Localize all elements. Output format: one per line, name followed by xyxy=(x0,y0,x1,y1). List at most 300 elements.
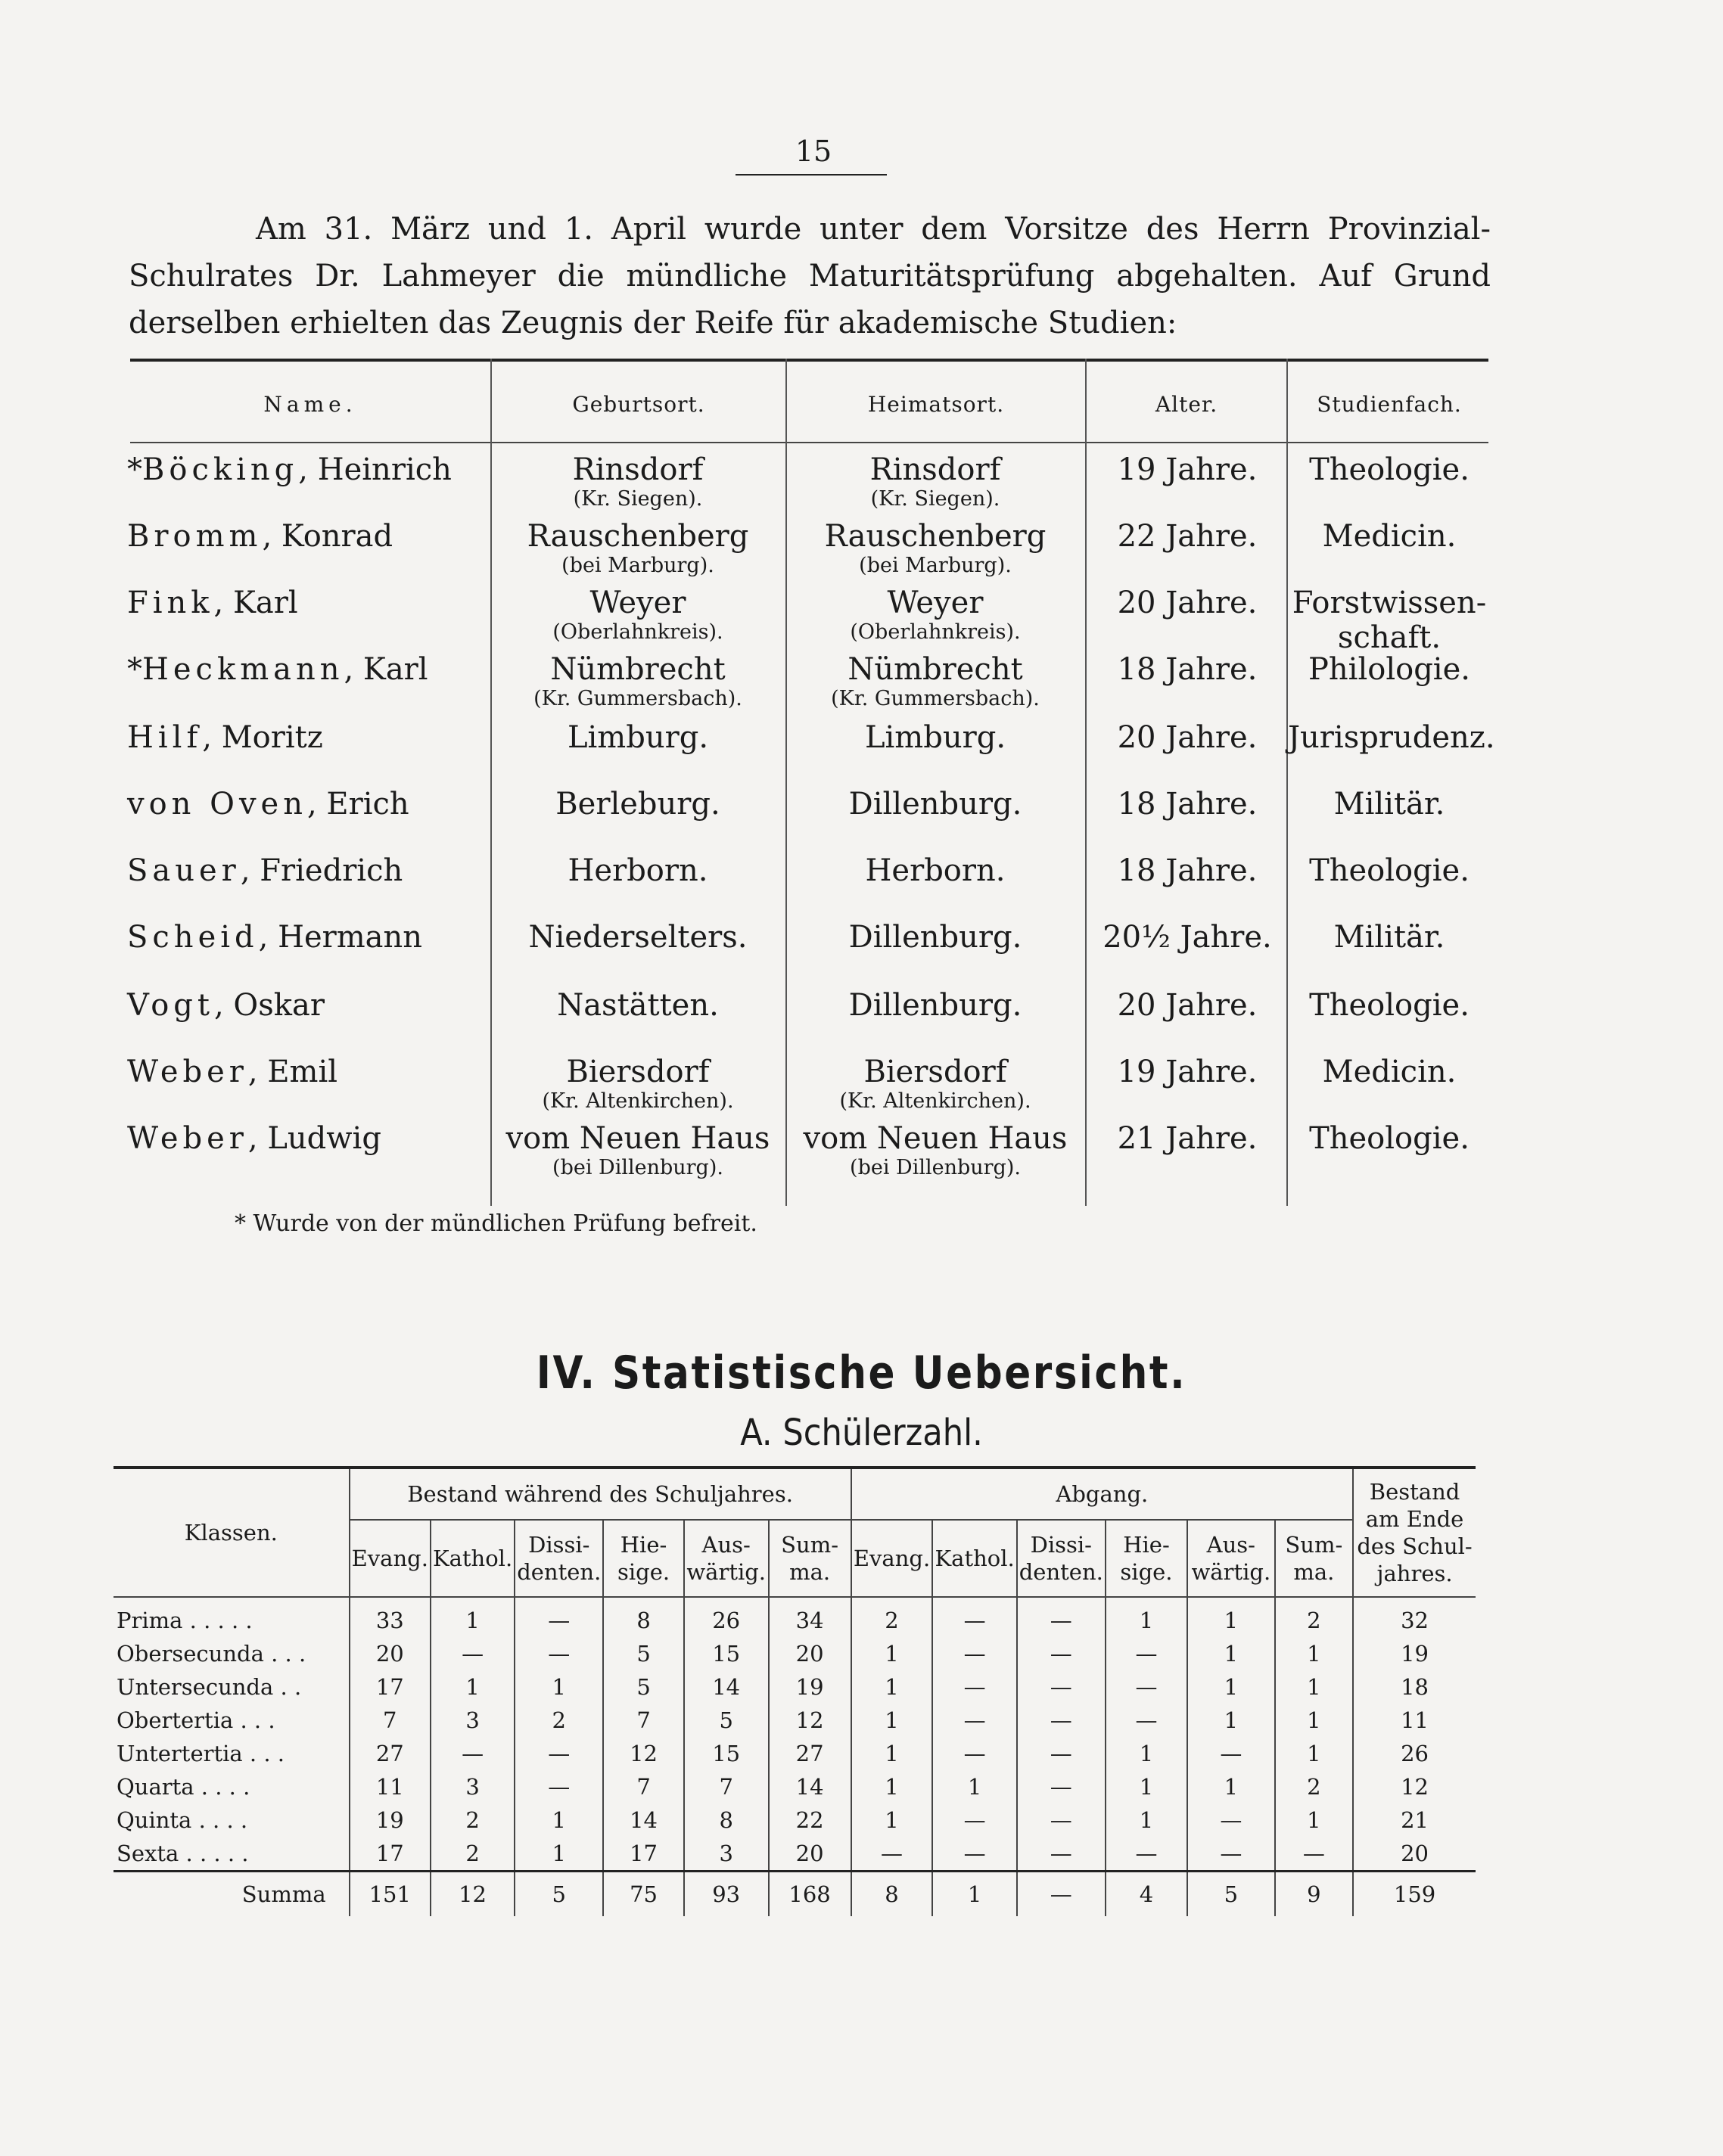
abgang-value: — xyxy=(1017,1670,1106,1704)
section-title: IV. Statistische Uebersicht. xyxy=(536,1347,1187,1400)
heimatsort-detail: (bei Marburg). xyxy=(859,554,1012,577)
abgang-value: 1 xyxy=(932,1770,1016,1803)
bestand-value: — xyxy=(515,1637,603,1670)
abgang-value: — xyxy=(1106,1704,1187,1737)
abgang-value: — xyxy=(932,1803,1016,1837)
abgang-value: — xyxy=(932,1737,1016,1770)
graduate-row xyxy=(0,988,1723,1055)
geburtsort-cell xyxy=(493,452,782,511)
graduate-row xyxy=(0,1055,1723,1121)
graduate-row xyxy=(0,920,1723,986)
bestand-value: 1 xyxy=(515,1803,603,1837)
heimatsort-cell xyxy=(787,720,1084,755)
bestand-subheader: Dissi- denten. xyxy=(515,1520,603,1597)
heimatsort-cell xyxy=(787,787,1084,822)
header-alter: Alter. xyxy=(1155,392,1218,417)
studienfach-cell xyxy=(1288,1055,1491,1089)
header-studienfach: Studienfach. xyxy=(1317,392,1462,417)
surname: Scheid xyxy=(127,920,259,955)
bestand-value: 5 xyxy=(684,1704,769,1737)
abgang-value: — xyxy=(1187,1737,1274,1770)
graduate-name xyxy=(127,519,393,554)
geburtsort: vom Neuen Haus xyxy=(505,1121,770,1156)
table-row xyxy=(114,1597,1476,1637)
geburtsort: Biersdorf xyxy=(566,1055,710,1089)
table-row xyxy=(114,1770,1476,1803)
geburtsort-detail: (Kr. Gummersbach). xyxy=(533,687,742,710)
heimatsort-detail: (bei Dillenburg). xyxy=(850,1156,1021,1179)
graduate-name xyxy=(127,988,325,1023)
ende-value: 12 xyxy=(1353,1770,1476,1803)
bestand-value: 20 xyxy=(769,1637,851,1670)
studienfach: Philologie. xyxy=(1308,652,1470,687)
header-name: Name. xyxy=(263,392,357,417)
abgang-value: — xyxy=(932,1637,1016,1670)
table-row xyxy=(114,1637,1476,1670)
intro-paragraph xyxy=(129,206,1491,346)
summa-abgang: 1 xyxy=(932,1872,1016,1917)
heimatsort-cell xyxy=(787,920,1084,955)
heimatsort-cell xyxy=(787,988,1084,1023)
studienfach: Jurisprudenz. xyxy=(1288,720,1495,755)
summa-bestand: 5 xyxy=(515,1872,603,1917)
table-row xyxy=(114,1837,1476,1872)
surname: Vogt xyxy=(127,988,214,1023)
heimatsort-cell xyxy=(787,519,1084,578)
studienfach: Militär. xyxy=(1333,787,1445,822)
abgang-subheader: Aus- wärtig. xyxy=(1187,1520,1274,1597)
class-name: Obersecunda . . . xyxy=(117,1641,306,1667)
heimatsort: Weyer xyxy=(887,586,984,620)
summa-bestand: 12 xyxy=(431,1872,515,1917)
given-name: , Oskar xyxy=(213,988,325,1023)
studienfach-cell xyxy=(1288,988,1491,1023)
geburtsort-cell xyxy=(493,1121,782,1180)
bestand-value: 5 xyxy=(603,1670,683,1704)
summa-bestand: 151 xyxy=(350,1872,431,1917)
summa-abgang: 9 xyxy=(1275,1872,1354,1917)
abgang-value: — xyxy=(1275,1837,1354,1872)
geburtsort: Weyer xyxy=(589,586,686,620)
abgang-value: 1 xyxy=(1187,1637,1274,1670)
abgang-value: — xyxy=(1106,1637,1187,1670)
graduate-row xyxy=(0,519,1723,586)
studienfach-cell xyxy=(1288,1121,1491,1156)
abgang-value: 2 xyxy=(1275,1597,1354,1637)
bestand-subheader: Kathol. xyxy=(431,1520,515,1597)
graduate-row xyxy=(0,586,1723,655)
given-name: , Heinrich xyxy=(298,452,452,487)
alter: 18 Jahre. xyxy=(1117,787,1258,822)
geburtsort-cell xyxy=(493,720,782,755)
geburtsort-cell xyxy=(493,787,782,822)
alter: 22 Jahre. xyxy=(1117,519,1258,554)
abgang-value: — xyxy=(932,1837,1016,1872)
bestand-value: 17 xyxy=(350,1670,431,1704)
heimatsort: Biersdorf xyxy=(863,1055,1007,1089)
summa-abgang: — xyxy=(1017,1872,1106,1917)
abgang-value: 1 xyxy=(1106,1803,1187,1837)
studienfach: Theologie. xyxy=(1309,452,1470,487)
geburtsort-cell xyxy=(493,519,782,578)
alter: 18 Jahre. xyxy=(1117,853,1258,888)
asterisk-mark: * xyxy=(127,652,142,687)
bestand-value: 1 xyxy=(515,1837,603,1872)
bestand-value: 11 xyxy=(350,1770,431,1803)
bestand-value: 12 xyxy=(769,1704,851,1737)
bestand-value: — xyxy=(515,1597,603,1637)
bestand-subheader: Evang. xyxy=(350,1520,431,1597)
abgang-value: — xyxy=(1017,1803,1106,1837)
bestand-value: 2 xyxy=(515,1704,603,1737)
heimatsort: Rinsdorf xyxy=(869,452,1001,487)
bestand-value: 2 xyxy=(431,1803,515,1837)
abgang-value: — xyxy=(932,1704,1016,1737)
given-name: , Konrad xyxy=(262,519,393,554)
heimatsort-cell xyxy=(787,652,1084,711)
heimatsort-cell xyxy=(787,452,1084,511)
bestand-value: 1 xyxy=(515,1670,603,1704)
heimatsort: Rauschenberg xyxy=(824,519,1047,554)
summa-abgang: 5 xyxy=(1187,1872,1274,1917)
graduate-name xyxy=(127,720,323,755)
heimatsort-detail: (Kr. Siegen). xyxy=(870,487,1000,511)
abgang-value: — xyxy=(932,1597,1016,1637)
geburtsort-detail: (bei Dillenburg). xyxy=(552,1156,723,1179)
ende-value: 32 xyxy=(1353,1597,1476,1637)
geburtsort-cell xyxy=(493,853,782,888)
bestand-subheader: Aus- wärtig. xyxy=(684,1520,769,1597)
alter: 18 Jahre. xyxy=(1117,652,1258,687)
intro-text: Am 31. März und 1. April wurde unter dem Vorsitze des Herrn Provinzial-Schulrates Dr. Lahmeyer die mündliche Maturitätsprüfung abgehalten. Auf Grund derselben erhielten das Zeugnis der Reife für akademische Studien: xyxy=(129,212,1491,340)
surname: Fink xyxy=(127,586,214,620)
header-klassen: Klassen. xyxy=(184,1520,278,1546)
surname: Hilf xyxy=(127,720,203,755)
ende-value: 11 xyxy=(1353,1704,1476,1737)
maturity-table-header-rule xyxy=(130,442,1488,443)
surname: Sauer xyxy=(127,853,241,888)
bestand-value: 17 xyxy=(350,1837,431,1872)
studienfach: Militär. xyxy=(1333,920,1445,955)
graduate-name xyxy=(127,787,409,822)
abgang-value: — xyxy=(1017,1837,1106,1872)
geburtsort-detail: (Oberlahnkreis). xyxy=(552,620,723,644)
stat-table xyxy=(114,1466,1476,1916)
heimatsort: Dillenburg. xyxy=(848,920,1022,955)
graduate-row xyxy=(0,452,1723,519)
geburtsort: Rinsdorf xyxy=(572,452,704,487)
studienfach-cell xyxy=(1288,787,1491,822)
page-number: 15 xyxy=(795,135,832,168)
studienfach: Theologie. xyxy=(1309,853,1470,888)
graduate-name xyxy=(127,853,403,888)
abgang-value: 1 xyxy=(851,1770,933,1803)
alter: 19 Jahre. xyxy=(1117,452,1258,487)
surname: von Oven xyxy=(127,787,307,822)
bestand-value: 1 xyxy=(431,1597,515,1637)
geburtsort: Berleburg. xyxy=(555,787,720,822)
graduate-name xyxy=(127,1121,381,1156)
graduate-row xyxy=(0,652,1723,719)
abgang-value: 1 xyxy=(1275,1704,1354,1737)
summa-ende: 159 xyxy=(1353,1872,1476,1917)
class-name: Quarta . . . . xyxy=(117,1774,250,1800)
surname: Bromm xyxy=(127,519,263,554)
bestand-value: 3 xyxy=(431,1770,515,1803)
abgang-value: 1 xyxy=(1275,1670,1354,1704)
given-name: , Moritz xyxy=(202,720,323,755)
heimatsort: Nümbrecht xyxy=(848,652,1023,687)
abgang-value: — xyxy=(1187,1803,1274,1837)
geburtsort-cell xyxy=(493,652,782,711)
bestand-subheader: Hie- sige. xyxy=(603,1520,683,1597)
bestand-value: 1 xyxy=(431,1670,515,1704)
abgang-value: — xyxy=(1187,1837,1274,1872)
summa-bestand: 168 xyxy=(769,1872,851,1917)
abgang-value: 2 xyxy=(1275,1770,1354,1803)
class-name: Quinta . . . . xyxy=(117,1807,248,1833)
graduate-name xyxy=(127,1055,337,1089)
abgang-value: — xyxy=(1017,1597,1106,1637)
abgang-value: 1 xyxy=(851,1637,933,1670)
geburtsort: Nümbrecht xyxy=(550,652,726,687)
heimatsort-cell xyxy=(787,1121,1084,1180)
given-name: , Hermann xyxy=(258,920,423,955)
header-heimatsort: Heimatsort. xyxy=(867,392,1005,417)
footnote: * Wurde von der mündlichen Prüfung befreit. xyxy=(235,1210,757,1237)
heimatsort-detail: (Kr. Altenkirchen). xyxy=(839,1089,1031,1113)
abgang-value: 1 xyxy=(1106,1597,1187,1637)
geburtsort: Niederselters. xyxy=(528,920,748,955)
maturity-table-top-rule xyxy=(130,359,1488,362)
abgang-subheader: Evang. xyxy=(851,1520,933,1597)
abgang-value: — xyxy=(1017,1737,1106,1770)
heimatsort: Herborn. xyxy=(865,853,1006,888)
abgang-subheader: Hie- sige. xyxy=(1106,1520,1187,1597)
abgang-subheader: Dissi- denten. xyxy=(1017,1520,1106,1597)
graduate-name xyxy=(127,452,452,487)
heimatsort-cell xyxy=(787,1055,1084,1114)
table-row xyxy=(114,1704,1476,1737)
abgang-value: — xyxy=(851,1837,933,1872)
studienfach: Medicin. xyxy=(1322,1055,1457,1089)
summa-bestand: 75 xyxy=(603,1872,683,1917)
header-abgang: Abgang. xyxy=(851,1468,1354,1520)
asterisk-mark: * xyxy=(127,452,142,487)
bestand-value: — xyxy=(431,1737,515,1770)
graduate-name xyxy=(127,586,298,620)
studienfach-cell xyxy=(1288,853,1491,888)
abgang-value: 1 xyxy=(1187,1704,1274,1737)
abgang-subheader: Kathol. xyxy=(932,1520,1016,1597)
table-row xyxy=(114,1737,1476,1770)
geburtsort: Herborn. xyxy=(568,853,708,888)
class-name: Untertertia . . . xyxy=(117,1741,285,1766)
abgang-value: 1 xyxy=(1187,1597,1274,1637)
heimatsort: vom Neuen Haus xyxy=(803,1121,1068,1156)
geburtsort-detail: (bei Marburg). xyxy=(561,554,714,577)
header-bestand: Bestand während des Schuljahres. xyxy=(350,1468,851,1520)
studienfach-cell xyxy=(1288,586,1491,655)
abgang-value: — xyxy=(1017,1704,1106,1737)
bestand-value: 7 xyxy=(684,1770,769,1803)
geburtsort-cell xyxy=(493,586,782,645)
surname: Weber xyxy=(127,1055,248,1089)
graduate-row xyxy=(0,787,1723,853)
table-row xyxy=(114,1670,1476,1704)
studienfach-cell xyxy=(1288,720,1495,755)
bestand-value: 17 xyxy=(603,1837,683,1872)
abgang-value: — xyxy=(1017,1770,1106,1803)
given-name: , Friedrich xyxy=(240,853,403,888)
header-ende: Bestand am Ende des Schul- jahres. xyxy=(1353,1468,1476,1597)
class-name: Untersecunda . . xyxy=(117,1674,302,1700)
bestand-value: 8 xyxy=(603,1597,683,1637)
bestand-value: 7 xyxy=(603,1770,683,1803)
geburtsort-cell xyxy=(493,988,782,1023)
table-row xyxy=(114,1803,1476,1837)
abgang-value: 1 xyxy=(1275,1737,1354,1770)
heimatsort: Dillenburg. xyxy=(848,787,1022,822)
bestand-value: 3 xyxy=(684,1837,769,1872)
alter: 20 Jahre. xyxy=(1117,988,1258,1023)
bestand-value: 8 xyxy=(684,1803,769,1837)
abgang-value: 1 xyxy=(1275,1803,1354,1837)
studienfach-cell xyxy=(1288,519,1491,554)
heimatsort-detail: (Kr. Gummersbach). xyxy=(831,687,1040,710)
abgang-value: 1 xyxy=(1106,1770,1187,1803)
abgang-value: 1 xyxy=(851,1737,933,1770)
studienfach-cell xyxy=(1288,920,1491,955)
abgang-value: 1 xyxy=(1187,1670,1274,1704)
bestand-value: 20 xyxy=(769,1837,851,1872)
class-name: Prima . . . . . xyxy=(117,1608,253,1633)
bestand-value: 19 xyxy=(769,1670,851,1704)
heimatsort-cell xyxy=(787,586,1084,645)
bestand-value: 15 xyxy=(684,1637,769,1670)
geburtsort-detail: (Kr. Siegen). xyxy=(573,487,703,511)
ende-value: 19 xyxy=(1353,1637,1476,1670)
class-name: Sexta . . . . . xyxy=(117,1841,249,1866)
surname: Heckmann xyxy=(142,652,344,687)
alter: 20 Jahre. xyxy=(1117,586,1258,620)
bestand-value: 14 xyxy=(769,1770,851,1803)
abgang-value: — xyxy=(1017,1637,1106,1670)
bestand-value: — xyxy=(431,1637,515,1670)
bestand-value: 26 xyxy=(684,1597,769,1637)
abgang-value: 2 xyxy=(851,1597,933,1637)
bestand-subheader: Sum- ma. xyxy=(769,1520,851,1597)
given-name: , Karl xyxy=(213,586,298,620)
bestand-value: 2 xyxy=(431,1837,515,1872)
graduate-row xyxy=(0,720,1723,787)
heimatsort-cell xyxy=(787,853,1084,888)
studienfach: Medicin. xyxy=(1322,519,1457,554)
geburtsort: Limburg. xyxy=(567,720,709,755)
alter: 19 Jahre. xyxy=(1117,1055,1258,1089)
bestand-value: 7 xyxy=(350,1704,431,1737)
geburtsort-cell xyxy=(493,920,782,955)
graduate-name xyxy=(127,920,422,955)
studienfach: Theologie. xyxy=(1309,988,1470,1023)
given-name: , Erich xyxy=(306,787,409,822)
ende-value: 21 xyxy=(1353,1803,1476,1837)
bestand-value: 12 xyxy=(603,1737,683,1770)
bestand-value: 7 xyxy=(603,1704,683,1737)
given-name: , Ludwig xyxy=(247,1121,381,1156)
abgang-value: — xyxy=(1106,1837,1187,1872)
geburtsort: Nastätten. xyxy=(557,988,719,1023)
bestand-value: 20 xyxy=(350,1637,431,1670)
graduate-row xyxy=(0,1121,1723,1188)
alter: 20 Jahre. xyxy=(1117,720,1258,755)
abgang-value: — xyxy=(932,1670,1016,1704)
heimatsort: Dillenburg. xyxy=(848,988,1022,1023)
studienfach: Theologie. xyxy=(1309,1121,1470,1156)
abgang-value: 1 xyxy=(1275,1637,1354,1670)
bestand-value: 27 xyxy=(350,1737,431,1770)
abgang-value: 1 xyxy=(1106,1737,1187,1770)
alter: 20½ Jahre. xyxy=(1103,920,1272,955)
surname: Böcking xyxy=(142,452,299,487)
bestand-value: 14 xyxy=(684,1670,769,1704)
geburtsort-detail: (Kr. Altenkirchen). xyxy=(542,1089,734,1113)
abgang-value: 1 xyxy=(851,1704,933,1737)
geburtsort: Rauschenberg xyxy=(527,519,749,554)
surname: Weber xyxy=(127,1121,248,1156)
ende-value: 26 xyxy=(1353,1737,1476,1770)
bestand-value: 5 xyxy=(603,1637,683,1670)
bestand-value: 22 xyxy=(769,1803,851,1837)
abgang-value: 1 xyxy=(851,1803,933,1837)
given-name: , Emil xyxy=(247,1055,338,1089)
bestand-value: — xyxy=(515,1770,603,1803)
class-name: Obertertia . . . xyxy=(117,1707,275,1733)
heimatsort: Limburg. xyxy=(864,720,1006,755)
graduate-name xyxy=(127,652,428,687)
studienfach-cell xyxy=(1288,652,1491,687)
bestand-value: 33 xyxy=(350,1597,431,1637)
abgang-value: 1 xyxy=(1187,1770,1274,1803)
bestand-value: 27 xyxy=(769,1737,851,1770)
summa-abgang: 8 xyxy=(851,1872,933,1917)
section-subtitle: A. Schülerzahl. xyxy=(740,1412,983,1454)
abgang-value: 1 xyxy=(851,1670,933,1704)
bestand-value: 14 xyxy=(603,1803,683,1837)
abgang-subheader: Sum- ma. xyxy=(1275,1520,1354,1597)
bestand-value: 19 xyxy=(350,1803,431,1837)
bestand-value: 3 xyxy=(431,1704,515,1737)
ende-value: 20 xyxy=(1353,1837,1476,1872)
studienfach: Forstwissen- xyxy=(1292,586,1487,620)
heimatsort-detail: (Oberlahnkreis). xyxy=(850,620,1021,644)
abgang-value: — xyxy=(1106,1670,1187,1704)
header-geburtsort: Geburtsort. xyxy=(572,392,705,417)
summa-abgang: 4 xyxy=(1106,1872,1187,1917)
given-name: , Karl xyxy=(344,652,428,687)
summa-bestand: 93 xyxy=(684,1872,769,1917)
ende-value: 18 xyxy=(1353,1670,1476,1704)
studienfach-cont: schaft. xyxy=(1337,620,1442,655)
studienfach-cell xyxy=(1288,452,1491,487)
page-number-rule xyxy=(736,174,887,176)
alter: 21 Jahre. xyxy=(1117,1121,1258,1156)
bestand-value: 15 xyxy=(684,1737,769,1770)
bestand-value: — xyxy=(515,1737,603,1770)
summa-label: Summa xyxy=(114,1872,350,1917)
graduate-row xyxy=(0,853,1723,920)
bestand-value: 34 xyxy=(769,1597,851,1637)
